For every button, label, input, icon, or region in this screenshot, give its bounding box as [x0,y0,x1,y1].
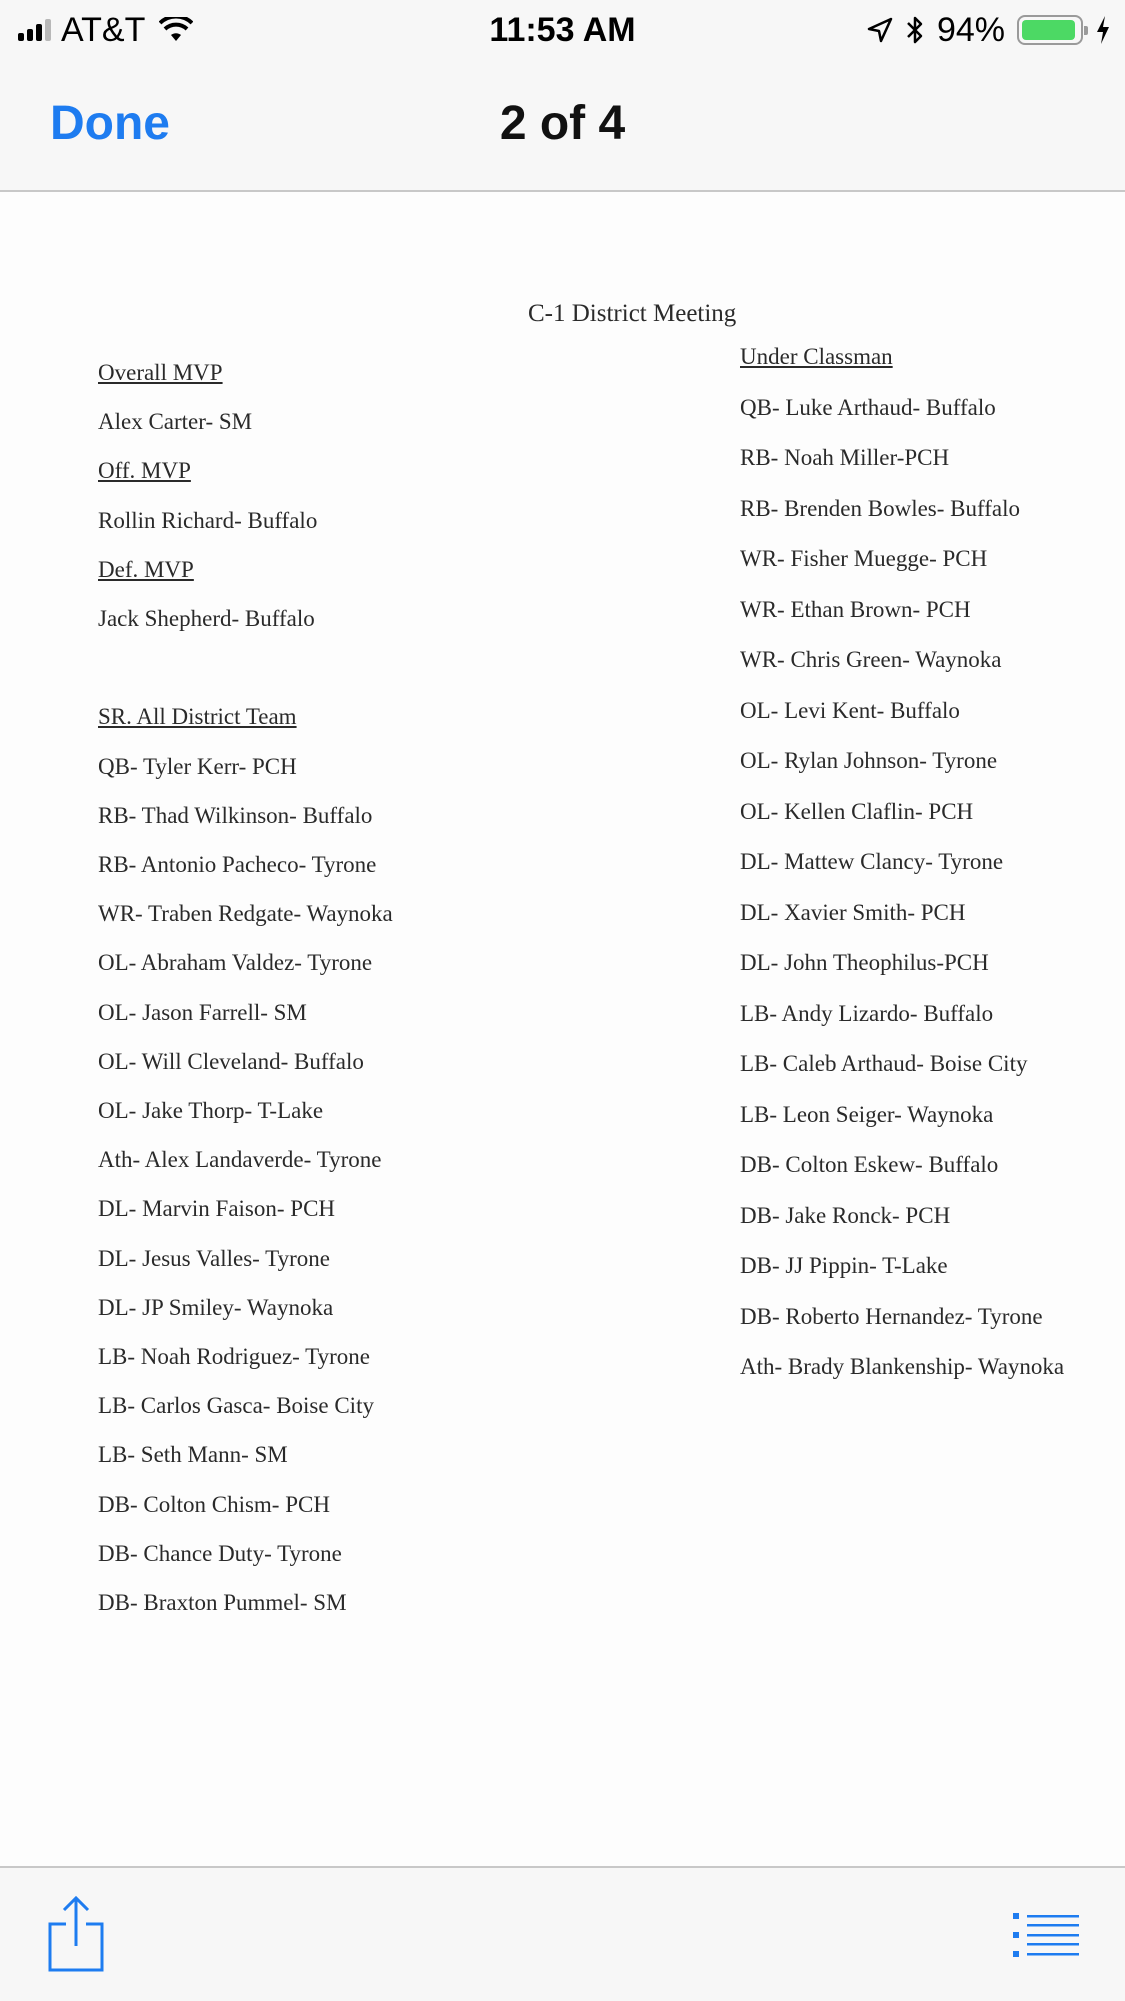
roster-entry: WR- Fisher Muegge- PCH [740,546,988,571]
document-page[interactable] [0,192,1125,1866]
roster-entry: RB- Thad Wilkinson- Buffalo [98,802,373,828]
bottom-toolbar [0,1866,1125,2001]
bluetooth-icon [905,14,925,46]
roster-entry: DB- Jake Ronck- PCH [740,1202,951,1228]
roster-entry: DL- Jesus Valles- Tyrone [98,1245,330,1271]
roster-entry: WR- Chris Green- Waynoka [740,647,1002,672]
battery-percent: 94% [936,10,1005,49]
section-heading: Under Classman [740,344,893,369]
list-icon[interactable] [1013,1912,1079,1958]
roster-entry: RB- Noah Miller-PCH [740,445,950,470]
roster-entry: DB- Braxton Pummel- SM [98,1590,347,1615]
roster-entry: QB- Tyler Kerr- PCH [98,753,297,779]
roster-entry: DB- Colton Chism- PCH [98,1491,330,1517]
section-heading: Def. MVP [98,556,194,582]
roster-entry: OL- Kellen Claflin- PCH [740,798,974,824]
roster-entry: DL- JP Smiley- Waynoka [98,1294,334,1320]
roster-entry: WR- Traben Redgate- Waynoka [98,901,393,927]
battery-level [1022,20,1075,40]
charging-icon [1095,15,1111,45]
roster-entry: RB- Brenden Bowles- Buffalo [740,495,1021,521]
roster-entry: LB- Seth Mann- SM [98,1442,288,1468]
roster-entry: DL- John Theophilus-PCH [740,950,989,975]
page-indicator: 2 of 4 [499,97,626,150]
battery-icon [1017,15,1083,45]
roster-entry: Rollin Richard- Buffalo [98,507,318,533]
roster-entry: LB- Andy Lizardo- Buffalo [740,1000,994,1026]
section-heading: Off. MVP [98,458,191,484]
roster-entry: DB- JJ Pippin- T-Lake [740,1253,948,1278]
document-title: C-1 District Meeting [528,300,737,327]
roster-entry: DL- Xavier Smith- PCH [740,899,966,925]
location-icon [867,17,893,43]
roster-entry: DL- Mattew Clancy- Tyrone [740,849,1004,874]
roster-entry: LB- Noah Rodriguez- Tyrone [98,1344,370,1369]
navigation-bar [0,58,1125,192]
carrier-name: AT&T [61,10,146,49]
roster-entry: LB- Caleb Arthaud- Boise City [740,1051,1028,1076]
roster-entry: OL- Rylan Johnson- Tyrone [740,748,998,773]
roster-entry: DL- Marvin Faison- PCH [98,1196,336,1222]
roster-entry: QB- Luke Arthaud- Buffalo [740,394,996,420]
section-heading: SR. All District Team [98,704,297,730]
roster-entry: OL- Jake Thorp- T-Lake [98,1098,324,1123]
roster-entry: RB- Antonio Pacheco- Tyrone [98,852,377,877]
status-time: 11:53 AM [489,11,636,49]
roster-entry: LB- Carlos Gasca- Boise City [98,1393,374,1419]
share-icon[interactable] [46,1894,106,1974]
roster-entry: DB- Roberto Hernandez- Tyrone [740,1303,1043,1329]
roster-entry: OL- Will Cleveland- Buffalo [98,1048,364,1074]
roster-entry: DB- Colton Eskew- Buffalo [740,1152,999,1177]
roster-entry: Jack Shepherd- Buffalo [98,606,315,631]
roster-entry: WR- Ethan Brown- PCH [740,596,971,622]
roster-entry: DB- Chance Duty- Tyrone [98,1540,342,1566]
roster-entry: OL- Jason Farrell- SM [98,999,307,1025]
done-button[interactable]: Done [50,97,170,150]
roster-entry: Ath- Brady Blankenship- Waynoka [740,1354,1065,1379]
roster-entry: OL- Abraham Valdez- Tyrone [98,950,373,976]
section-heading: Overall MVP [98,360,223,385]
status-right [867,8,1111,52]
roster-entry: OL- Levi Kent- Buffalo [740,697,960,723]
status-bar [0,0,1125,58]
roster-entry: LB- Leon Seiger- Waynoka [740,1101,994,1127]
roster-entry: Alex Carter- SM [98,409,253,435]
roster-entry: Ath- Alex Landaverde- Tyrone [98,1147,382,1173]
